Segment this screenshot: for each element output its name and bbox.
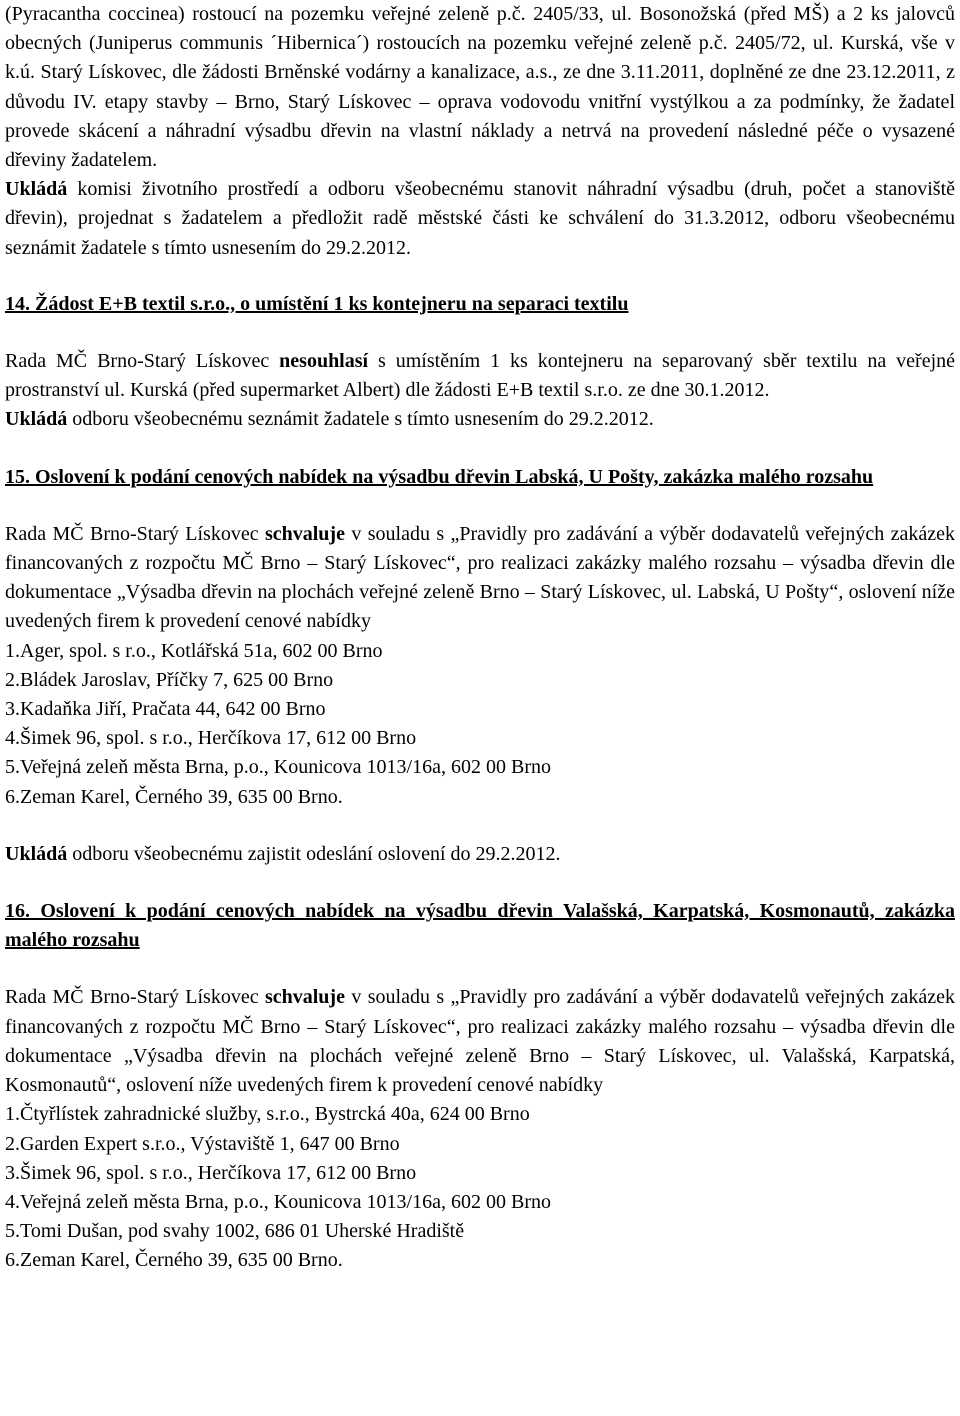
task-keyword: Ukládá (5, 408, 68, 431)
firm-list-item: 2.Garden Expert s.r.o., Výstaviště 1, 647 00 Brno (5, 1132, 400, 1155)
resolution-verb: schvaluje (264, 986, 345, 1009)
firm-list-item: 1.Čtyřlístek zahradnické služby, s.r.o., Bystrcká 40a, 624 00 Brno (5, 1103, 530, 1126)
resolution-verb: nesouhlasí (279, 350, 369, 373)
resolution-text: v souladu s „Pravidly pro zadávání a výběr dodavatelů veřejných zakázek financovaných z rozpočtu MČ Brno – Starý Lískovec“, pro realizaci zakázky malého rozsahu – výsadba dřevin dle dokumentace „Výsadba dřevin na plochách veřejné zeleně Brno – Starý Lískovec, ul. Labská, U Pošty“, oslovení níže uvedených firem k provedení cenové nabídky (5, 522, 956, 633)
resolution-text: v souladu s „Pravidly pro zadávání a výběr dodavatelů veřejných zakázek financovaných z rozpočtu MČ Brno – Starý Lískovec“, pro realizaci zakázky malého rozsahu – výsadba dřevin dle dokumentace „Výsadba dřevin na plochách veřejné zeleně Brno – Starý Lískovec, ul. Valašská, Karpatská, Kosmonautů“, oslovení níže uvedených firem k provedení cenové nabídky (5, 986, 956, 1097)
firm-list-item: 5.Veřejná zeleň města Brna, p.o., Kounicova 1013/16a, 602 00 Brno (5, 756, 551, 779)
section-13-text: (Pyracantha coccinea) rostoucí na pozemku veřejné zeleně p.č. 2405/33, ul. Bosonožská (před MŠ) a 2 ks jalovců obecných (Juniperus communis ´Hibernica´) rostoucích na pozemku veřejné zeleně p.č. 2405/72, ul. Kurská, vše v k.ú. Starý Lískovec, dle žádosti Brněnské vodárny a kanalizace, a.s., ze dne 3.11.2011, doplněné ze dne 23.12.2011, z důvodu IV. etapy stavby – Brno, Starý Lískovec – oprava vodovodu vnitřní vystýlkou a za podmínky, že žadatel provede skácení a náhradní výsadbu dřevin na vlastní náklady a netrvá na provedení následné péče o vysazené dřeviny žadatelem. (5, 3, 955, 172)
firm-list-item: 3.Šimek 96, spol. s r.o., Herčíkova 17, 612 00 Brno (5, 1161, 417, 1184)
firm-list-item: 1.Ager, spol. s r.o., Kotlářská 51a, 602 00 Brno (5, 639, 383, 662)
task-keyword: Ukládá (5, 178, 68, 201)
task-text: komisi životního prostředí a odboru všeobecnému stanovit náhradní výsadbu (druh, počet a stanoviště dřevin), projednat s žadatelem a předložit radě městské části ke schválení do 31.3.2012, odboru všeobecnému seznámit žadatele s tímto usnesením do 29.2.2012. (5, 178, 955, 259)
firm-list-item: 4.Šimek 96, spol. s r.o., Herčíkova 17, 612 00 Brno (5, 727, 417, 750)
firm-list-item: 4.Veřejná zeleň města Brna, p.o., Kounicova 1013/16a, 602 00 Brno (5, 1190, 551, 1213)
resolution-subject: Rada MČ Brno-Starý Lískovec (5, 350, 280, 373)
section-15-task (5, 840, 955, 869)
section-14-heading: 14. Žádost E+B textil s.r.o., o umístění 1 ks kontejneru na separaci textilu (5, 292, 629, 315)
document-page (5, 0, 955, 1276)
firm-list-item: 6.Zeman Karel, Černého 39, 635 00 Brno. (5, 1249, 343, 1272)
section-13-task (5, 175, 955, 263)
firm-list-item: 6.Zeman Karel, Černého 39, 635 00 Brno. (5, 785, 343, 808)
task-text: odboru všeobecnému seznámit žadatele s tímto usnesením do 29.2.2012. (67, 408, 654, 431)
resolution-subject: Rada MČ Brno-Starý Lískovec (5, 986, 265, 1009)
section-15-heading: 15. Oslovení k podání cenových nabídek na výsadbu dřevin Labská, U Pošty, zakázka malého rozsahu (5, 465, 874, 488)
section-15-resolution (5, 520, 955, 637)
section-14-resolution (5, 347, 955, 405)
resolution-verb: schvaluje (264, 522, 345, 545)
section-14-task (5, 405, 955, 434)
section-16-resolution (5, 983, 955, 1100)
task-text: odboru všeobecnému zajistit odeslání oslovení do 29.2.2012. (67, 842, 561, 865)
firm-list-item: 2.Bládek Jaroslav, Příčky 7, 625 00 Brno (5, 668, 334, 691)
task-keyword: Ukládá (5, 842, 68, 865)
section-16-heading: 16. Oslovení k podání cenových nabídek na výsadbu dřevin Valašská, Karpatská, Kosmonautů, zakázka malého rozsahu (5, 900, 955, 952)
resolution-subject: Rada MČ Brno-Starý Lískovec (5, 522, 265, 545)
firm-list-item: 3.Kadaňka Jiří, Pračata 44, 642 00 Brno (5, 698, 326, 721)
firm-list-item: 5.Tomi Dušan, pod svahy 1002, 686 01 Uherské Hradiště (5, 1220, 465, 1243)
resolution-text: s umístěním 1 ks kontejneru na separovaný sběr textilu na veřejné prostranství ul. Kurská (před supermarket Albert) dle žádosti E+B textil s.r.o. ze dne 30.1.2012. (5, 350, 956, 402)
